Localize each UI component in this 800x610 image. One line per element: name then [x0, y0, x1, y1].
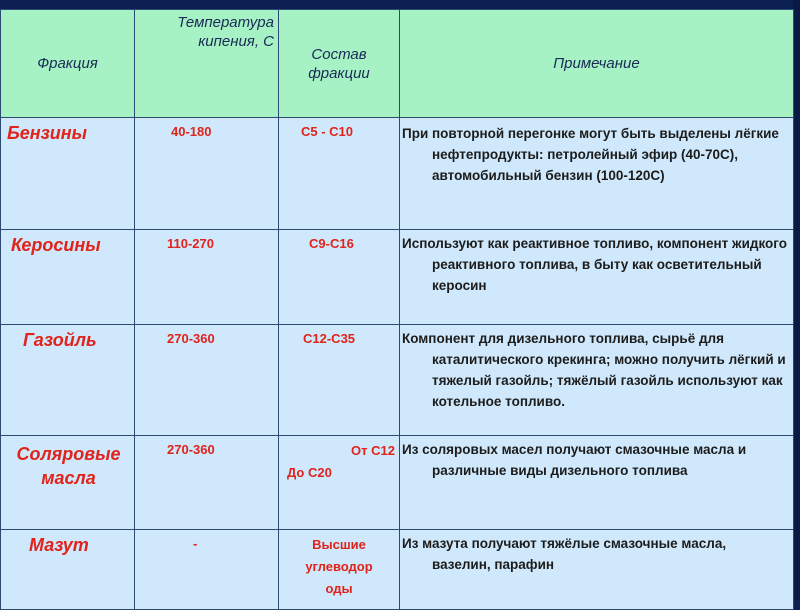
temperature-value: 110-270	[167, 236, 214, 251]
temperature-value: 40-180	[171, 124, 212, 139]
table-row	[1, 530, 794, 610]
fraction-cell	[1, 230, 135, 325]
note-text: При повторной перегонке могут быть выделены лёгкие нефтепродукты: петролейный эфир (40-70С), автомобильный бензин (100-120С)	[402, 126, 779, 183]
fraction-cell	[1, 325, 135, 436]
table-row	[1, 325, 794, 436]
composition-cell	[279, 230, 400, 325]
composition-cell	[279, 530, 400, 610]
table-row	[1, 230, 794, 325]
composition-value-line1: От С12	[351, 443, 395, 458]
temperature-value: 270-360	[167, 331, 215, 346]
note-text: Из соляровых масел получают смазочные масла и различные виды дизельного топлива	[402, 442, 747, 478]
fraction-cell	[1, 436, 135, 530]
header-cell-fraction	[1, 10, 135, 118]
fraction-cell	[1, 118, 135, 230]
composition-value: С12-С35	[303, 331, 356, 346]
note-cell	[400, 118, 794, 230]
header-note-label: Примечание	[553, 55, 640, 72]
oil-fractions-table	[0, 9, 794, 610]
temperature-cell	[135, 118, 279, 230]
header-cell-composition	[279, 10, 400, 118]
temperature-cell	[135, 436, 279, 530]
header-cell-note	[400, 10, 794, 118]
fraction-name: Бензины	[7, 123, 88, 143]
composition-value: С9-С16	[309, 236, 354, 251]
fraction-name: Соляровые масла	[16, 444, 121, 488]
temperature-cell	[135, 230, 279, 325]
table-row	[1, 436, 794, 530]
note-text: Компонент для дизельного топлива, сырьё для каталитического крекинга; можно получить лёгкий и тяжелый газойль; тяжёлый газойль используют как котельное топливо.	[402, 331, 786, 409]
header-cell-temperature	[135, 10, 279, 118]
note-cell	[400, 325, 794, 436]
top-frame-bar	[0, 0, 800, 9]
temperature-cell	[135, 325, 279, 436]
header-temperature-label: Температура кипения, С	[177, 14, 274, 50]
fraction-name: Газойль	[23, 330, 97, 350]
temperature-value: -	[193, 536, 198, 551]
composition-value: С5 - С10	[301, 124, 354, 139]
note-cell	[400, 230, 794, 325]
table-row	[1, 118, 794, 230]
composition-cell	[279, 436, 400, 530]
fraction-name: Керосины	[11, 235, 101, 255]
temperature-value: 270-360	[167, 442, 215, 457]
right-frame-bar	[793, 0, 800, 600]
table-header-row	[1, 10, 794, 118]
fraction-cell	[1, 530, 135, 610]
composition-value-line1: Высшие	[312, 537, 366, 552]
note-cell	[400, 436, 794, 530]
composition-value-line3: оды	[325, 581, 353, 596]
header-fraction-label: Фракция	[37, 55, 98, 72]
temperature-cell	[135, 530, 279, 610]
composition-cell	[279, 118, 400, 230]
composition-cell	[279, 325, 400, 436]
composition-value-line2: До С20	[287, 465, 332, 480]
note-text: Из мазута получают тяжёлые смазочные масла, вазелин, парафин	[402, 536, 727, 572]
note-cell	[400, 530, 794, 610]
fraction-name: Мазут	[29, 535, 89, 555]
header-composition-label: Состав фракции	[308, 45, 370, 82]
composition-value-line2: углеводор	[305, 559, 373, 574]
note-text: Используют как реактивное топливо, компонент жидкого реактивного топлива, в быту как осветительный керосин	[402, 236, 787, 293]
